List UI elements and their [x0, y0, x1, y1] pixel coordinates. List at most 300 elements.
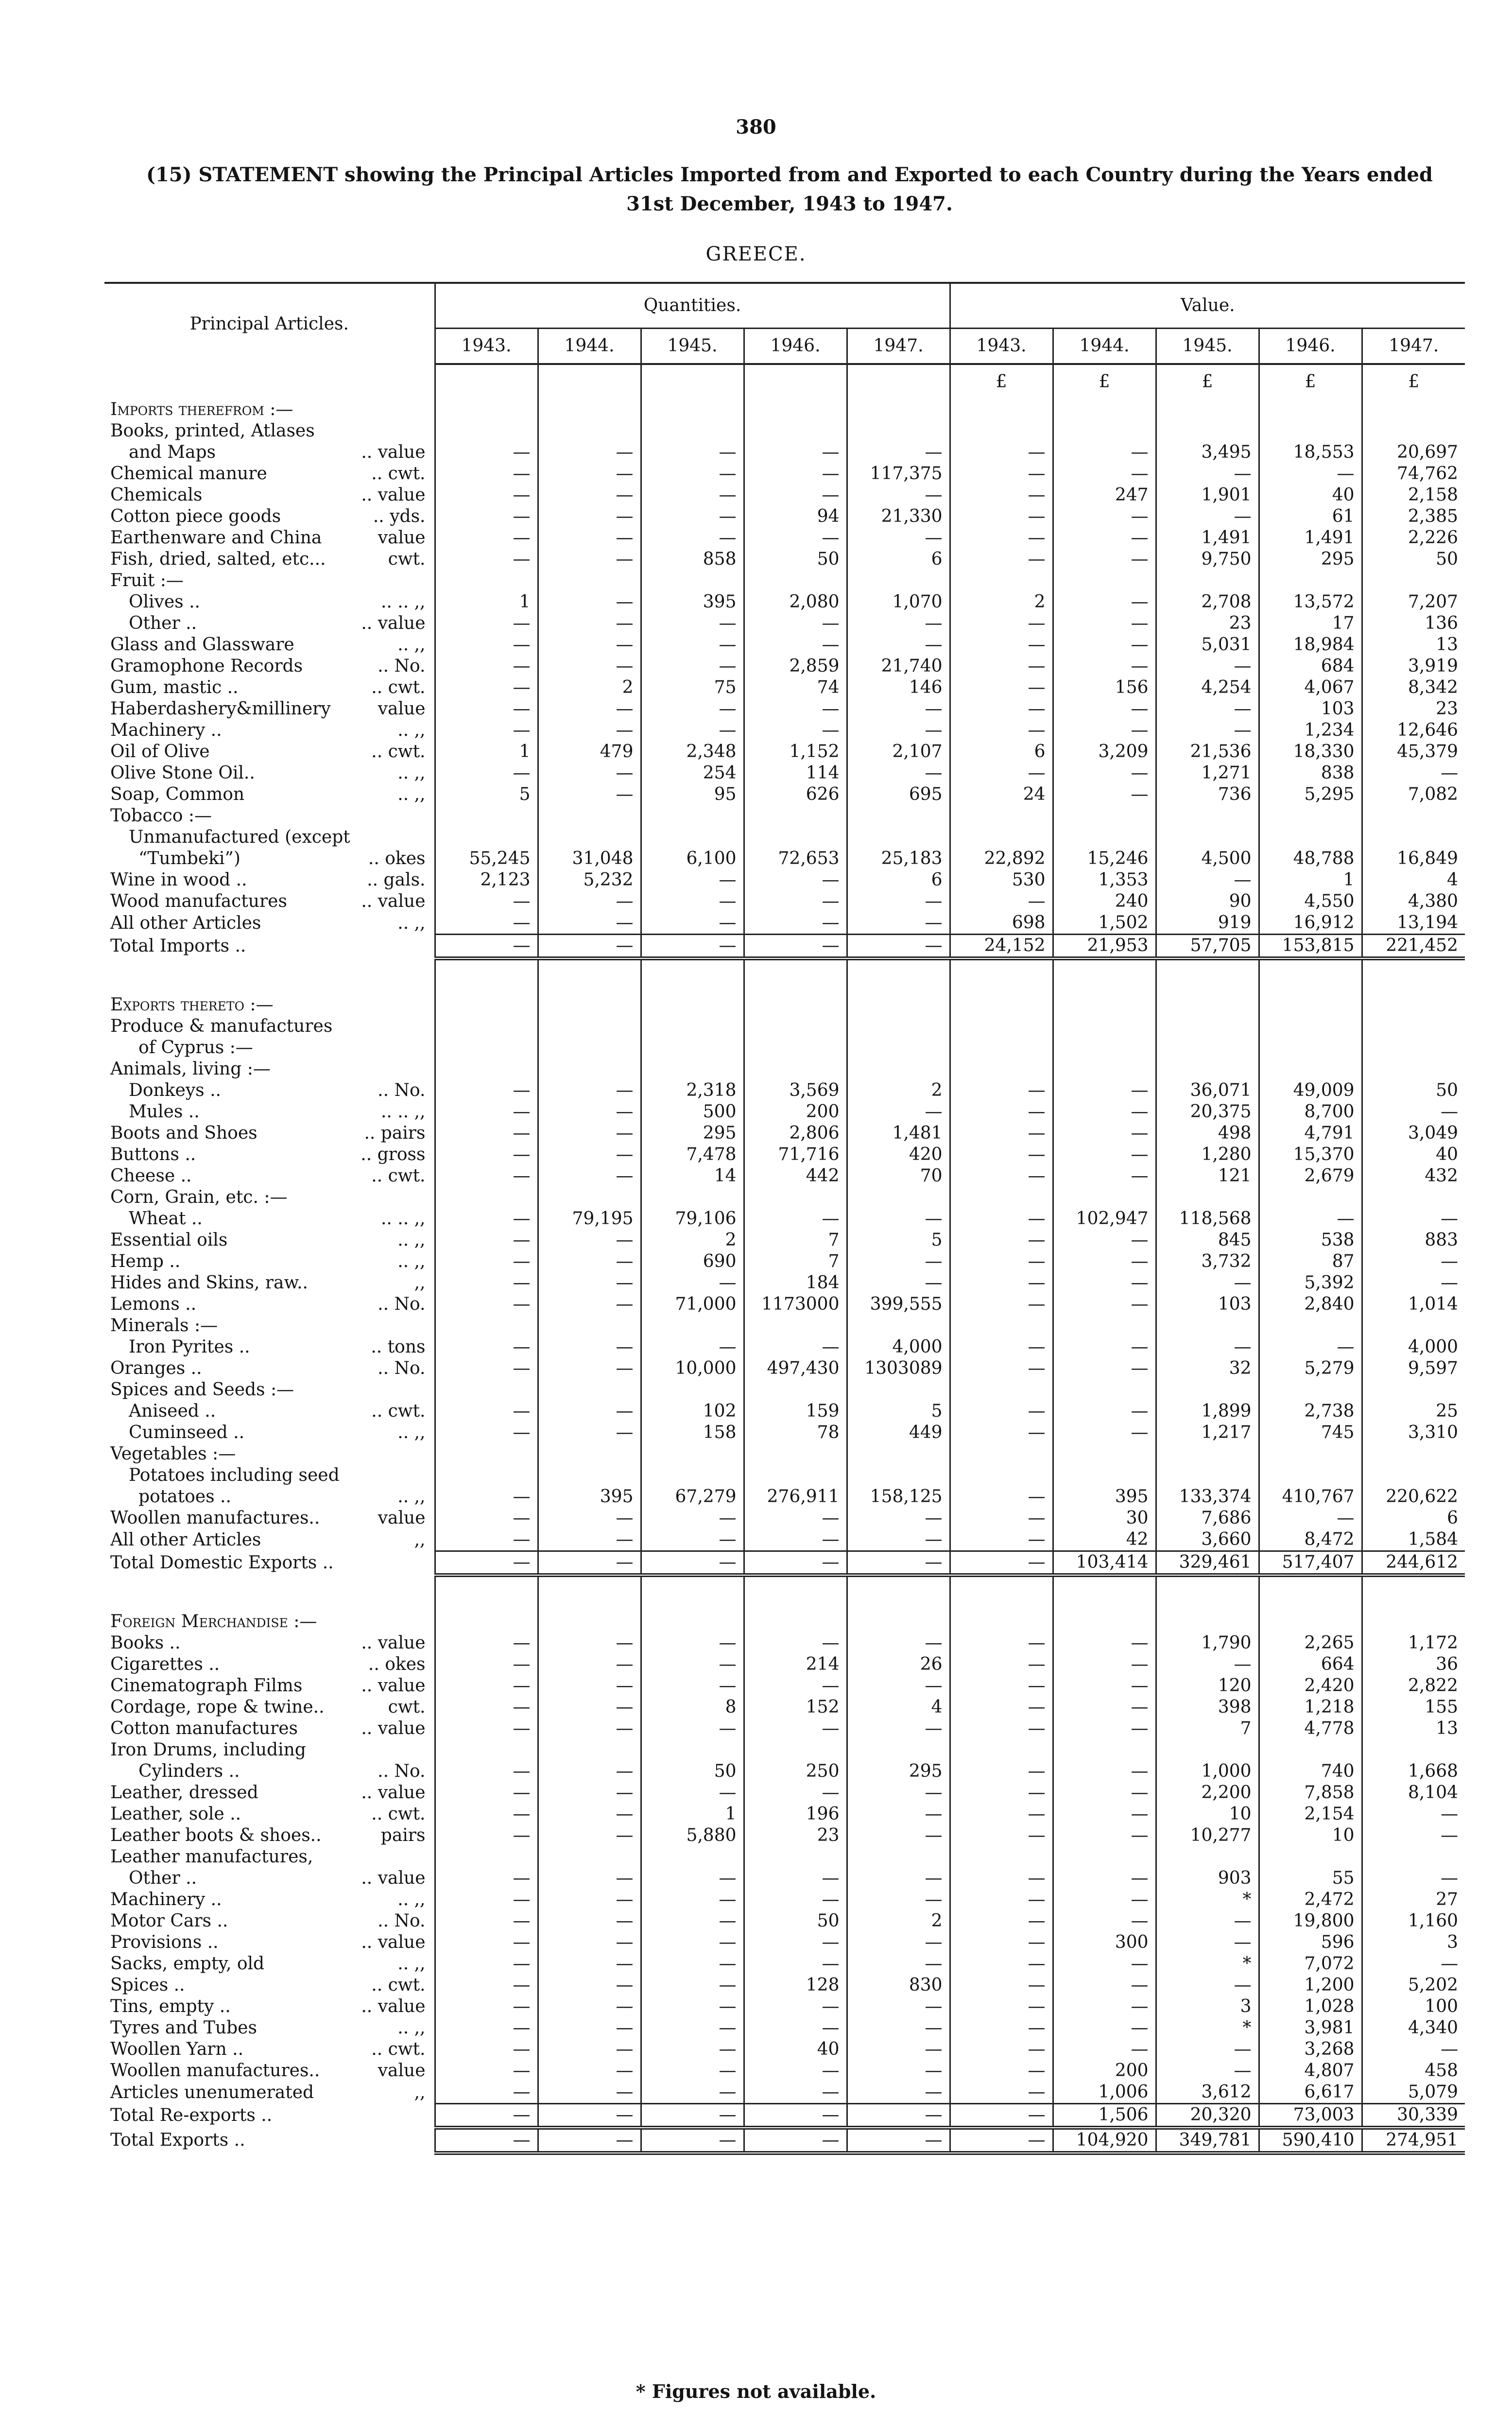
quantity-cell: — — [435, 935, 538, 959]
quantity-cell: — — [435, 1123, 538, 1144]
value-cell: — — [950, 1123, 1053, 1144]
value-cell: 23 — [1156, 613, 1259, 634]
quantity-cell: — — [744, 1208, 847, 1230]
value-cell: 103,414 — [1053, 1551, 1156, 1576]
article-name: Cotton piece goods — [110, 506, 281, 526]
quantity-cell: 5,880 — [641, 1825, 744, 1846]
quantity-cell: — — [641, 1889, 744, 1910]
article-unit: .. ,, — [397, 784, 426, 804]
quantity-cell: — — [435, 677, 538, 698]
quantity-cell: 159 — [744, 1401, 847, 1422]
article-row — [104, 1632, 1465, 1654]
value-cell: — — [950, 677, 1053, 698]
value-cell: 398 — [1156, 1697, 1259, 1718]
quantity-cell: — — [641, 656, 744, 677]
quantity-cell: — — [435, 1251, 538, 1272]
value-cell: 244,612 — [1362, 1551, 1465, 1576]
article-name: Donkeys .. — [129, 1080, 221, 1100]
category-label: Books, printed, Atlases — [110, 421, 315, 441]
spacer-row — [104, 958, 1465, 994]
value-cell: 295 — [1259, 549, 1362, 570]
quantity-cell: — — [641, 1551, 744, 1576]
value-cell: 100 — [1362, 1996, 1465, 2017]
article-name: Cheese .. — [110, 1166, 192, 1186]
currency-unit: £ — [950, 364, 1053, 399]
quantity-cell: 72,653 — [744, 848, 847, 869]
article-row — [104, 1230, 1465, 1251]
value-cell: 1 — [1259, 869, 1362, 891]
quantity-cell: 295 — [847, 1761, 950, 1782]
article-row — [104, 1804, 1465, 1825]
value-cell: — — [950, 1718, 1053, 1739]
quantity-cell: — — [641, 869, 744, 891]
article-row — [104, 1336, 1465, 1358]
value-cell: — — [1053, 720, 1156, 741]
quantity-cell: 830 — [847, 1975, 950, 1996]
article-name: Fish, dried, salted, etc... — [110, 549, 326, 569]
value-header: Value. — [950, 283, 1465, 329]
section-heading-row — [104, 1611, 1465, 1632]
quantity-cell: 184 — [744, 1272, 847, 1294]
article-row — [104, 2039, 1465, 2060]
article-row — [104, 1422, 1465, 1443]
article-name: Other .. — [129, 1868, 197, 1888]
value-cell: — — [1053, 1230, 1156, 1251]
quantity-cell: — — [538, 2039, 641, 2060]
quantity-cell: 200 — [744, 1101, 847, 1123]
value-cell: 538 — [1259, 1230, 1362, 1251]
article-row — [104, 1889, 1465, 1910]
quantity-cell: 21,330 — [847, 506, 950, 527]
quantity-cell: 10,000 — [641, 1358, 744, 1379]
quantity-cell: — — [538, 549, 641, 570]
article-row — [104, 1251, 1465, 1272]
category-label: Animals, living :— — [110, 1059, 271, 1079]
article-name: Chemical manure — [110, 464, 267, 484]
value-cell: 530 — [950, 869, 1053, 891]
article-unit: .. value — [361, 613, 426, 633]
quantity-cell: — — [538, 1251, 641, 1272]
quantity-cell: — — [744, 1996, 847, 2017]
value-cell: 200 — [1053, 2060, 1156, 2082]
value-cell: 1,790 — [1156, 1632, 1259, 1654]
article-name: Machinery .. — [110, 1890, 222, 1909]
quantity-cell: 479 — [538, 741, 641, 763]
quantity-cell: — — [641, 463, 744, 485]
quantity-cell: — — [435, 2060, 538, 2082]
quantity-cell: 74 — [744, 677, 847, 698]
quantity-cell: 250 — [744, 1761, 847, 1782]
value-cell: 30,339 — [1362, 2104, 1465, 2128]
value-cell: 2,420 — [1259, 1675, 1362, 1697]
quantity-cell: 79,195 — [538, 1208, 641, 1230]
quantity-cell: — — [641, 1336, 744, 1358]
article-row — [104, 869, 1465, 891]
article-unit: .. value — [361, 1783, 426, 1803]
quantity-cell: — — [435, 1825, 538, 1846]
value-cell: — — [1053, 591, 1156, 613]
value-cell: 17 — [1259, 613, 1362, 634]
value-cell: 2,708 — [1156, 591, 1259, 613]
quantity-cell: — — [847, 2128, 950, 2153]
quantity-cell: — — [538, 1529, 641, 1551]
value-cell: — — [950, 1910, 1053, 1932]
quantity-cell: 2,318 — [641, 1080, 744, 1101]
quantity-cell: — — [744, 1718, 847, 1739]
quantity-cell: 1173000 — [744, 1294, 847, 1315]
category-label: Minerals :— — [110, 1316, 218, 1336]
quantity-cell: — — [538, 2017, 641, 2039]
value-cell: — — [1053, 1782, 1156, 1804]
quantity-cell: 95 — [641, 784, 744, 805]
quantity-cell: — — [641, 1529, 744, 1551]
quantity-cell: 6 — [847, 869, 950, 891]
quantity-cell: 50 — [641, 1761, 744, 1782]
category-label-row — [104, 1016, 1465, 1037]
value-cell: — — [950, 1401, 1053, 1422]
article-unit: .. value — [361, 485, 426, 505]
quantity-cell: 158,125 — [847, 1486, 950, 1508]
article-unit: .. ,, — [397, 1890, 426, 1909]
article-name: “Tumbeki”) — [138, 849, 241, 868]
value-cell: 2,200 — [1156, 1782, 1259, 1804]
year-header: 1947. — [1362, 329, 1465, 364]
value-cell: * — [1156, 1953, 1259, 1975]
quantity-cell: — — [435, 1975, 538, 1996]
quantity-cell: — — [538, 1675, 641, 1697]
article-row — [104, 1208, 1465, 1230]
category-label: Potatoes including seed — [129, 1465, 340, 1485]
quantity-cell: — — [435, 1529, 538, 1551]
quantity-cell: — — [435, 891, 538, 912]
value-cell: — — [1362, 2039, 1465, 2060]
value-cell: — — [950, 891, 1053, 912]
article-row — [104, 527, 1465, 549]
quantity-cell: — — [744, 527, 847, 549]
article-name: Machinery .. — [110, 720, 222, 740]
article-name: Woollen Yarn .. — [110, 2039, 244, 2059]
article-name: Cinematograph Films — [110, 1676, 303, 1696]
statement-body — [104, 364, 1465, 2153]
category-label-row — [104, 420, 1465, 442]
value-cell: — — [1053, 1358, 1156, 1379]
article-unit: .. ,, — [397, 1487, 426, 1507]
article-row — [104, 591, 1465, 613]
quantity-cell: — — [847, 485, 950, 506]
article-name: Provisions .. — [110, 1932, 219, 1952]
quantity-cell: — — [744, 1782, 847, 1804]
article-name: Essential oils — [110, 1230, 228, 1250]
value-cell: 8,472 — [1259, 1529, 1362, 1551]
quantity-cell: 2,107 — [847, 741, 950, 763]
article-name: Iron Pyrites .. — [129, 1337, 250, 1357]
quantity-cell: — — [435, 1508, 538, 1529]
value-cell: 9,750 — [1156, 549, 1259, 570]
quantity-cell: 196 — [744, 1804, 847, 1825]
category-label-row — [104, 827, 1465, 848]
value-cell: 4,380 — [1362, 891, 1465, 912]
quantity-cell: — — [641, 2017, 744, 2039]
article-name: Cuminseed .. — [129, 1423, 245, 1442]
quantity-cell: — — [744, 1529, 847, 1551]
value-cell: — — [1053, 442, 1156, 463]
quantity-cell: — — [435, 1401, 538, 1422]
quantity-cell: — — [744, 1675, 847, 1697]
value-cell: 5,295 — [1259, 784, 1362, 805]
article-unit: .. okes — [368, 849, 426, 868]
value-cell: 25 — [1362, 1401, 1465, 1422]
quantity-cell: — — [435, 463, 538, 485]
value-cell: — — [950, 549, 1053, 570]
quantity-cell: 2,348 — [641, 741, 744, 763]
article-unit: .. .. ,, — [380, 1209, 426, 1229]
value-cell: — — [950, 1551, 1053, 1576]
quantity-cell: — — [538, 1910, 641, 1932]
quantity-cell: 117,375 — [847, 463, 950, 485]
article-unit: .. cwt. — [371, 1166, 426, 1186]
quantity-cell: — — [538, 1804, 641, 1825]
value-cell: 16,849 — [1362, 848, 1465, 869]
value-cell: 57,705 — [1156, 935, 1259, 959]
article-unit: .. ,, — [397, 1954, 426, 1974]
quantity-cell: 254 — [641, 763, 744, 784]
article-unit: .. ,, — [397, 913, 426, 933]
value-cell: 12,646 — [1362, 720, 1465, 741]
value-cell: 15,370 — [1259, 1144, 1362, 1165]
value-cell: 220,622 — [1362, 1486, 1465, 1508]
article-unit: .. cwt. — [371, 1804, 426, 1824]
value-cell: — — [950, 2128, 1053, 2153]
quantity-cell: — — [538, 2082, 641, 2104]
quantity-cell: — — [847, 1996, 950, 2017]
value-cell: — — [1053, 1675, 1156, 1697]
quantity-cell: — — [847, 613, 950, 634]
quantity-cell: 2 — [847, 1080, 950, 1101]
quantity-cell: — — [641, 1632, 744, 1654]
value-cell: 120 — [1156, 1675, 1259, 1697]
article-unit: .. tons — [371, 1337, 426, 1357]
category-label: Iron Drums, including — [110, 1740, 306, 1760]
quantity-cell: — — [435, 1230, 538, 1251]
quantity-cell: 21,740 — [847, 656, 950, 677]
value-cell: 23 — [1362, 698, 1465, 720]
quantity-cell: 2 — [847, 1910, 950, 1932]
quantity-cell: — — [744, 613, 847, 634]
quantity-cell: 40 — [744, 2039, 847, 2060]
category-label-row — [104, 1739, 1465, 1761]
quantity-cell: — — [435, 1782, 538, 1804]
quantity-cell: — — [641, 1996, 744, 2017]
article-name: Articles unenumerated — [110, 2082, 314, 2102]
quantity-cell: 395 — [538, 1486, 641, 1508]
value-cell: 20,697 — [1362, 442, 1465, 463]
quantity-cell: — — [847, 1889, 950, 1910]
quantity-cell: 2,806 — [744, 1123, 847, 1144]
article-unit: .. No. — [378, 1080, 426, 1100]
quantity-cell: — — [641, 1654, 744, 1675]
quantity-cell: 1 — [435, 741, 538, 763]
value-cell: * — [1156, 1889, 1259, 1910]
value-cell: — — [950, 2060, 1053, 2082]
article-row — [104, 1697, 1465, 1718]
value-cell: — — [950, 763, 1053, 784]
article-row — [104, 1294, 1465, 1315]
value-cell: 517,407 — [1259, 1551, 1362, 1576]
value-cell: — — [1053, 1996, 1156, 2017]
value-cell: 1,000 — [1156, 1761, 1259, 1782]
article-name: Woollen manufactures.. — [110, 2061, 320, 2081]
quantity-cell: — — [641, 1508, 744, 1529]
quantity-cell: — — [538, 912, 641, 935]
quantity-cell: — — [744, 869, 847, 891]
value-cell: 3 — [1362, 1932, 1465, 1953]
article-unit: .. ,, — [397, 635, 426, 655]
category-label: Spices and Seeds :— — [110, 1380, 294, 1400]
currency-unit: £ — [1053, 364, 1156, 399]
value-cell: — — [1259, 1336, 1362, 1358]
value-cell: 883 — [1362, 1230, 1465, 1251]
value-cell: — — [1362, 1251, 1465, 1272]
value-cell: — — [1053, 463, 1156, 485]
value-cell: 274,951 — [1362, 2128, 1465, 2153]
year-header: 1945. — [641, 329, 744, 364]
quantity-cell: 2,859 — [744, 656, 847, 677]
quantity-cell: — — [641, 2060, 744, 2082]
quantity-cell: — — [435, 527, 538, 549]
value-cell: — — [1053, 1718, 1156, 1739]
value-cell: 7,858 — [1259, 1782, 1362, 1804]
quantity-cell: 102 — [641, 1401, 744, 1422]
quantity-cell: — — [538, 1358, 641, 1379]
quantity-cell: — — [538, 1868, 641, 1889]
article-name: Lemons .. — [110, 1294, 197, 1314]
value-cell: — — [950, 1529, 1053, 1551]
value-cell: — — [1053, 1144, 1156, 1165]
total-row — [104, 2104, 1465, 2128]
value-cell: 903 — [1156, 1868, 1259, 1889]
value-cell: 4,550 — [1259, 891, 1362, 912]
value-cell: 1,217 — [1156, 1422, 1259, 1443]
quantity-cell: — — [847, 1932, 950, 1953]
quantity-cell: — — [538, 1761, 641, 1782]
value-cell: — — [950, 1336, 1053, 1358]
value-cell: — — [950, 1761, 1053, 1782]
value-cell: 247 — [1053, 485, 1156, 506]
article-row — [104, 1080, 1465, 1101]
value-cell: 13 — [1362, 634, 1465, 656]
article-row — [104, 485, 1465, 506]
quantity-cell: 7,478 — [641, 1144, 744, 1165]
quantity-cell: — — [435, 1953, 538, 1975]
article-unit: .. No. — [378, 1358, 426, 1378]
quantity-cell: 4,000 — [847, 1336, 950, 1358]
quantity-cell: — — [847, 2104, 950, 2128]
quantity-cell: — — [847, 1804, 950, 1825]
value-cell: 1,014 — [1362, 1294, 1465, 1315]
value-cell: 13,194 — [1362, 912, 1465, 935]
quantity-cell: — — [847, 1272, 950, 1294]
quantity-cell: — — [538, 1975, 641, 1996]
article-unit: value — [378, 699, 426, 719]
quantity-cell: — — [538, 1889, 641, 1910]
article-unit: .. yds. — [373, 506, 426, 526]
quantity-cell: — — [641, 1272, 744, 1294]
quantity-cell: — — [435, 2128, 538, 2153]
value-cell: 2,385 — [1362, 506, 1465, 527]
value-cell: 40 — [1362, 1144, 1465, 1165]
category-label-row — [104, 1315, 1465, 1336]
quantity-cell: 71,000 — [641, 1294, 744, 1315]
year-header: 1946. — [744, 329, 847, 364]
total-label: Total Re-exports .. — [110, 2105, 273, 2126]
quantity-cell: 5,232 — [538, 869, 641, 891]
quantity-cell: — — [744, 891, 847, 912]
value-cell: 42 — [1053, 1529, 1156, 1551]
article-name: Glass and Glassware — [110, 635, 294, 655]
quantity-cell: — — [847, 1782, 950, 1804]
article-row — [104, 698, 1465, 720]
value-cell: 2,226 — [1362, 527, 1465, 549]
value-cell: 2,679 — [1259, 1165, 1362, 1187]
value-cell: — — [1259, 1208, 1362, 1230]
value-cell: — — [1259, 463, 1362, 485]
quantity-cell: 500 — [641, 1101, 744, 1123]
total-label: Total Domestic Exports .. — [110, 1553, 334, 1573]
quantity-cell: 395 — [641, 591, 744, 613]
quantity-cell: — — [538, 1144, 641, 1165]
category-label: Corn, Grain, etc. :— — [110, 1187, 288, 1207]
quantity-cell: — — [641, 1675, 744, 1697]
value-cell: 498 — [1156, 1123, 1259, 1144]
quantity-cell: — — [744, 2060, 847, 2082]
quantity-cell: — — [847, 2039, 950, 2060]
quantity-cell: 146 — [847, 677, 950, 698]
quantity-cell: — — [744, 2104, 847, 2128]
value-cell: * — [1156, 2017, 1259, 2039]
value-cell: — — [1053, 2039, 1156, 2060]
value-cell: 3,919 — [1362, 656, 1465, 677]
value-cell: 2,154 — [1259, 1804, 1362, 1825]
footnote: * Figures not available. — [636, 2380, 876, 2402]
value-cell: 2,158 — [1362, 485, 1465, 506]
value-cell: 240 — [1053, 891, 1156, 912]
article-name: Buttons .. — [110, 1145, 196, 1164]
value-cell: 1,160 — [1362, 1910, 1465, 1932]
value-cell: — — [950, 1144, 1053, 1165]
quantity-cell: — — [744, 720, 847, 741]
value-cell: — — [950, 463, 1053, 485]
value-cell: 15,246 — [1053, 848, 1156, 869]
quantity-cell: — — [847, 698, 950, 720]
quantity-cell: — — [538, 591, 641, 613]
value-cell: 6,617 — [1259, 2082, 1362, 2104]
value-cell: 4,000 — [1362, 1336, 1465, 1358]
value-cell: 104,920 — [1053, 2128, 1156, 2153]
category-label-row — [104, 1465, 1465, 1486]
article-row — [104, 1975, 1465, 1996]
article-row — [104, 784, 1465, 805]
value-cell: — — [950, 613, 1053, 634]
quantity-cell: — — [538, 1632, 641, 1654]
article-row — [104, 1486, 1465, 1508]
quantity-cell: 399,555 — [847, 1294, 950, 1315]
quantity-cell: — — [538, 634, 641, 656]
quantity-cell: — — [744, 485, 847, 506]
value-cell: — — [950, 1975, 1053, 1996]
quantity-cell: — — [641, 2039, 744, 2060]
category-label-row — [104, 1379, 1465, 1401]
quantity-cell: — — [847, 1953, 950, 1975]
